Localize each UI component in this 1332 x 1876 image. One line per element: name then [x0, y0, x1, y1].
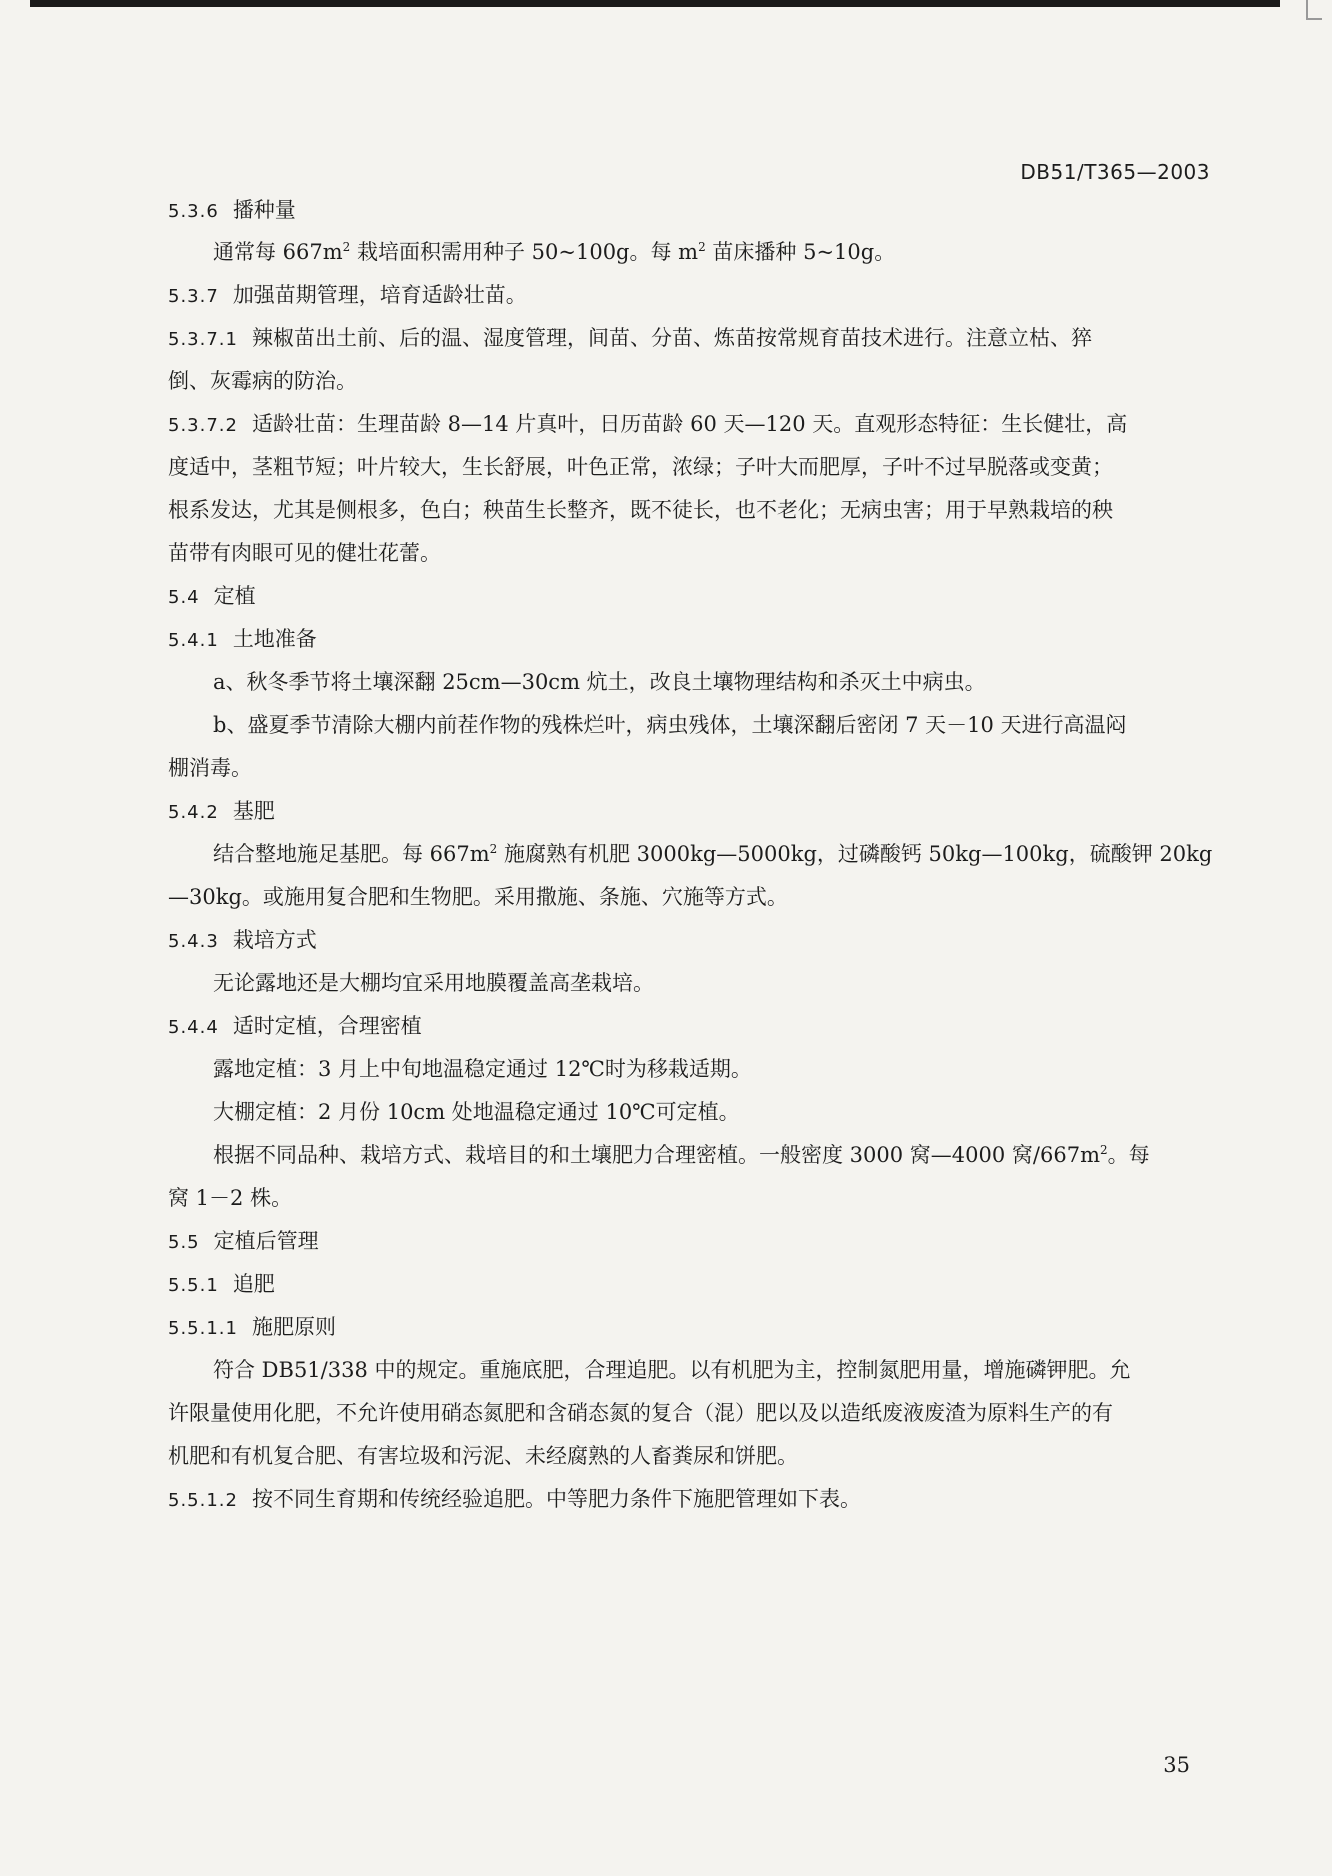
section-title: 土地准备 — [232, 627, 317, 651]
section-number: 5.4 — [168, 587, 200, 608]
paragraph: 通常每 $667m^2$ 栽培面积需用种子 50~100g。每 $m^2$ 苗床播种 5~10g。 — [213, 240, 896, 264]
section-title: 播种量 — [232, 198, 296, 222]
section-title: 追肥 — [232, 1272, 275, 1296]
paragraph: 结合整地施足基肥。每 $667m^2$ 施腐熟有机肥 3000kg—5000kg，过磷酸钙 50kg—100kg，硫酸钾 20kg — [213, 842, 1213, 866]
section-number: 5.4.3 — [168, 931, 219, 952]
section-number: 5.3.7.1 — [168, 329, 238, 350]
heading-5-5-1-1 — [168, 1312, 336, 1344]
section-number: 5.3.7.2 — [168, 415, 238, 436]
paragraph-continuation: 棚消毒。 — [168, 756, 252, 780]
section-number: 5.5 — [168, 1232, 200, 1253]
heading-5-4-2 — [168, 796, 275, 828]
paragraph-continuation: 苗带有肉眼可见的健壮花蕾。 — [168, 541, 441, 565]
section-number: 5.5.1 — [168, 1275, 219, 1296]
page-number: 35 — [1163, 1753, 1190, 1777]
heading-5-4 — [168, 581, 256, 613]
heading-5-5-1 — [168, 1269, 275, 1301]
heading-5-3-7-1 — [168, 323, 1092, 355]
paragraph-text: 按不同生育期和传统经验追肥。中等肥力条件下施肥管理如下表。 — [251, 1487, 861, 1511]
paragraph: 露地定植：3 月上中旬地温稳定通过 12℃时为移栽适期。 — [213, 1057, 752, 1081]
paragraph-continuation: 根系发达，尤其是侧根多，色白；秧苗生长整齐，既不徒长，也不老化；无病虫害；用于早熟栽培的秧 — [168, 498, 1113, 522]
top-rule — [30, 0, 1280, 7]
section-number: 5.3.7 — [168, 286, 219, 307]
heading-5-5-1-2 — [168, 1484, 861, 1516]
section-number: 5.3.6 — [168, 201, 219, 222]
paragraph-continuation: —30kg。或施用复合肥和生物肥。采用撒施、条施、穴施等方式。 — [168, 885, 788, 909]
section-number: 5.4.4 — [168, 1017, 219, 1038]
section-title: 施肥原则 — [251, 1315, 336, 1339]
section-number: 5.4.1 — [168, 630, 219, 651]
section-title: 适时定植，合理密植 — [232, 1014, 422, 1038]
heading-5-5 — [168, 1226, 319, 1258]
doc-code: DB51/T365—2003 — [1020, 160, 1210, 184]
heading-5-3-7 — [168, 280, 527, 312]
section-number: 5.4.2 — [168, 802, 219, 823]
heading-5-4-3 — [168, 925, 317, 957]
section-title: 定植后管理 — [213, 1229, 319, 1253]
corner-mark — [1306, 0, 1322, 20]
section-number: 5.5.1.2 — [168, 1490, 238, 1511]
list-item-a: a、秋冬季节将土壤深翻 25cm—30cm 炕土，改良土壤物理结构和杀灭土中病虫。 — [213, 670, 986, 694]
section-title: 基肥 — [232, 799, 275, 823]
paragraph-continuation: 窝 1－2 株。 — [168, 1186, 293, 1210]
paragraph-continuation: 倒、灰霉病的防治。 — [168, 369, 357, 393]
section-title: 栽培方式 — [232, 928, 317, 952]
heading-5-3-7-2 — [168, 409, 1127, 441]
paragraph-continuation: 度适中，茎粗节短；叶片较大，生长舒展，叶色正常，浓绿；子叶大而肥厚，子叶不过早脱落或变黄； — [168, 455, 1113, 479]
paragraph: 根据不同品种、栽培方式、栽培目的和土壤肥力合理密植。一般密度 3000 窝—4000 窝$/667m^2$。每 — [213, 1143, 1150, 1167]
paragraph: 大棚定植：2 月份 10cm 处地温稳定通过 10℃可定植。 — [213, 1100, 740, 1124]
heading-5-3-6 — [168, 195, 296, 227]
section-number: 5.5.1.1 — [168, 1318, 238, 1339]
heading-5-4-1 — [168, 624, 317, 656]
paragraph: 无论露地还是大棚均宜采用地膜覆盖高垄栽培。 — [213, 971, 654, 995]
list-item-b: b、盛夏季节清除大棚内前茬作物的残株烂叶，病虫残体，土壤深翻后密闭 7 天－10 天进行高温闷 — [213, 713, 1127, 737]
section-title: 定植 — [213, 584, 256, 608]
paragraph-continuation: 许限量使用化肥，不允许使用硝态氮肥和含硝态氮的复合（混）肥以及以造纸废液废渣为原料生产的有 — [168, 1401, 1113, 1425]
paragraph-text: 适龄壮苗：生理苗龄 8—14 片真叶，日历苗龄 60 天—120 天。直观形态特征：生长健壮，高 — [251, 412, 1128, 436]
paragraph-continuation: 机肥和有机复合肥、有害垃圾和污泥、未经腐熟的人畜粪尿和饼肥。 — [168, 1444, 798, 1468]
paragraph-text: 辣椒苗出土前、后的温、湿度管理，间苗、分苗、炼苗按常规育苗技术进行。注意立枯、猝 — [251, 326, 1092, 350]
section-title: 加强苗期管理，培育适龄壮苗。 — [232, 283, 527, 307]
heading-5-4-4 — [168, 1011, 422, 1043]
paragraph: 符合 DB51/338 中的规定。重施底肥，合理追肥。以有机肥为主，控制氮肥用量，增施磷钾肥。允 — [213, 1358, 1131, 1382]
